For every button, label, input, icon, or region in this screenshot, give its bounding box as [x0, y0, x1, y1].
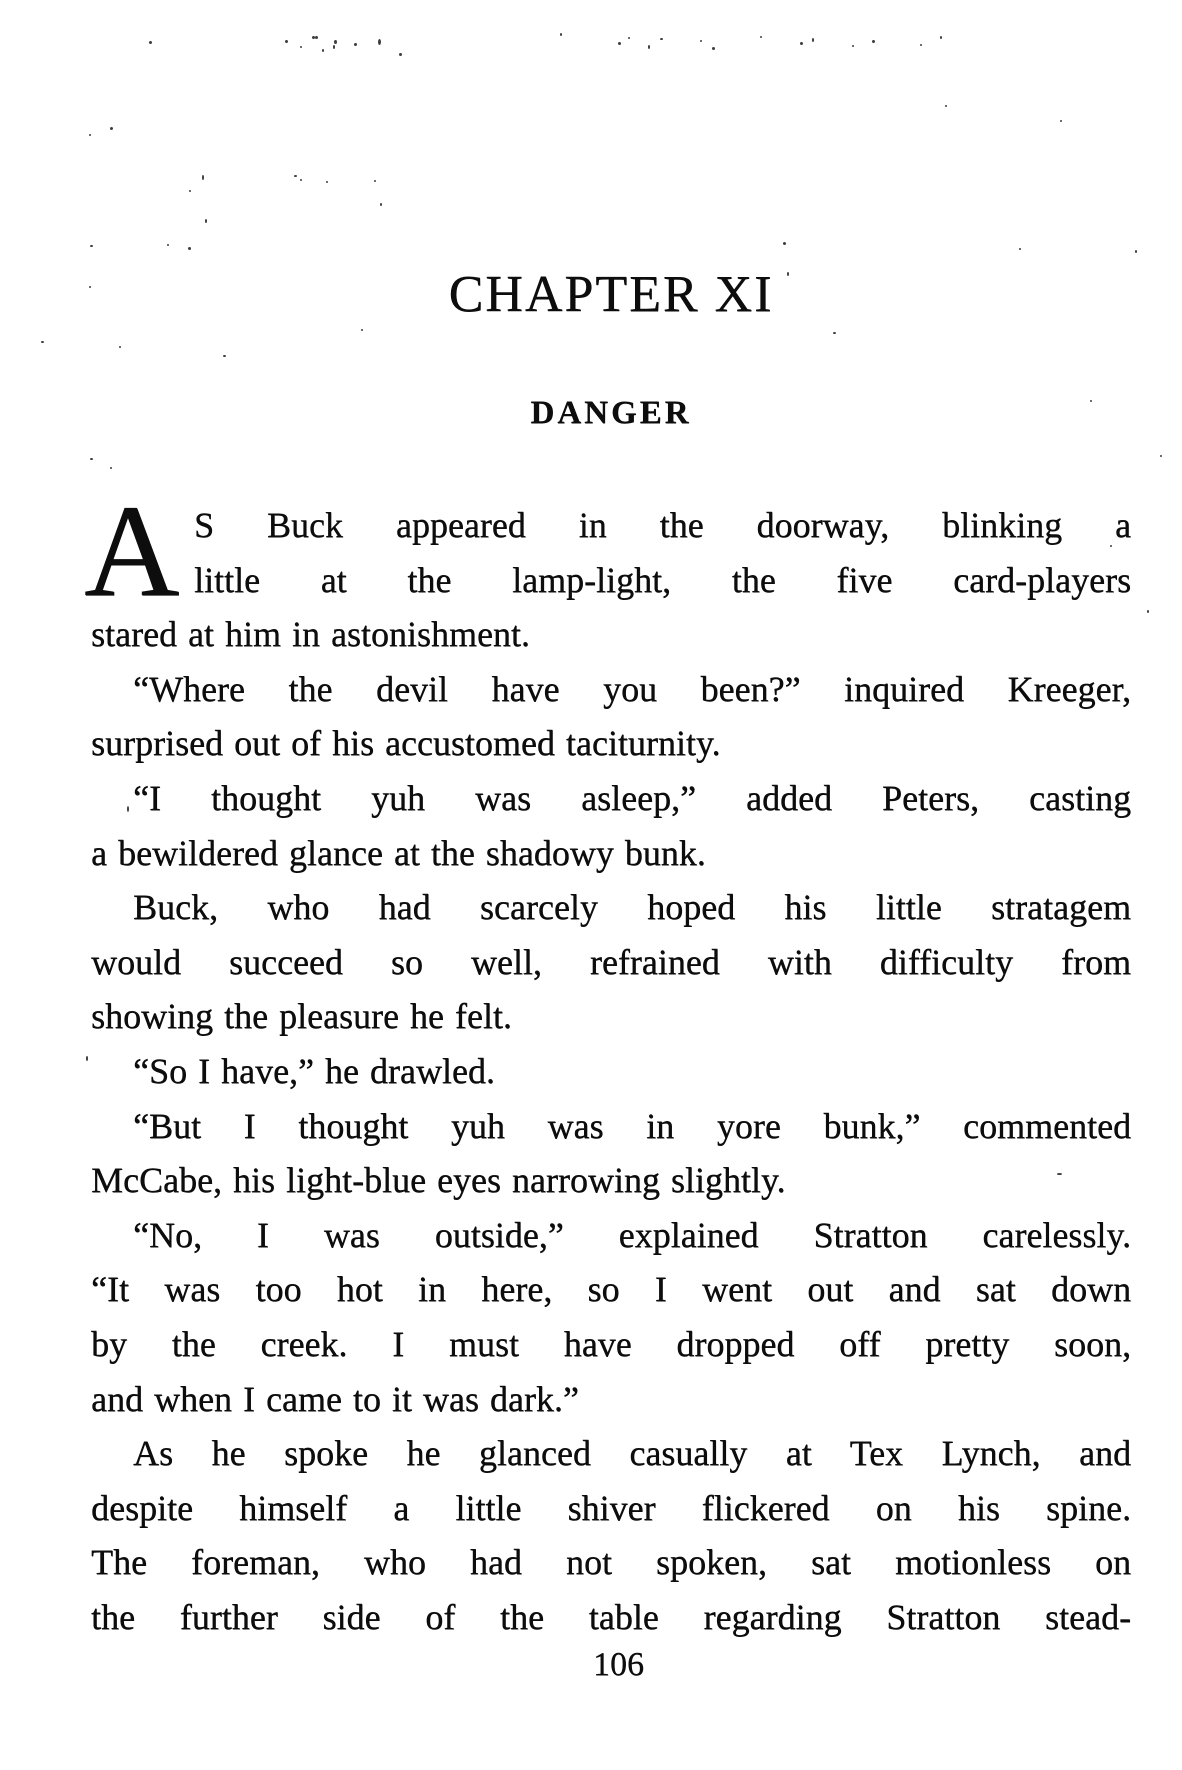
scan-speck	[920, 44, 922, 46]
scan-speck	[333, 45, 335, 49]
scan-speck	[700, 40, 702, 42]
scan-speck	[618, 42, 621, 45]
text-line: stared at him in astonishment.	[91, 614, 530, 655]
scan-speck	[783, 242, 786, 245]
text-line: despite himself a little shiver flickered on his spine.	[91, 1487, 1131, 1528]
scan-speck	[294, 175, 297, 177]
scan-speck	[1090, 400, 1092, 402]
scan-speck	[127, 806, 129, 812]
scan-speck	[285, 40, 288, 43]
text-line: “So I have,” he drawled.	[133, 1050, 495, 1091]
scan-speck	[202, 175, 204, 180]
scan-speck	[872, 40, 875, 43]
page-number: 106	[593, 1646, 644, 1683]
scan-speck	[41, 341, 44, 343]
scan-speck	[800, 42, 803, 45]
scan-speck	[560, 33, 562, 36]
text-line: a bewildered glance at the shadowy bunk.	[91, 832, 706, 873]
scan-speck	[1110, 545, 1112, 547]
scan-speck	[167, 244, 169, 246]
scan-speck	[223, 355, 226, 357]
text-line: The foreman, who had not spoken, sat motionless on	[91, 1542, 1131, 1583]
scan-speck	[1060, 120, 1062, 122]
text-line: “I thought yuh was asleep,” added Peters, casting	[133, 777, 1131, 818]
scan-speck	[361, 329, 363, 331]
scan-speck	[90, 458, 93, 460]
text-line: Buck, who had scarcely hoped his little stratagem	[133, 887, 1131, 928]
scan-speck	[86, 1056, 88, 1061]
text-line: would succeed so well, refrained with difficulty from	[91, 941, 1131, 982]
drop-cap-letter: A	[84, 477, 180, 624]
scan-speck	[89, 134, 91, 136]
scan-speck	[1057, 1173, 1062, 1175]
scan-speck	[374, 180, 376, 182]
scan-speck	[322, 49, 324, 52]
scan-speck	[660, 38, 663, 40]
text-line: “No, I was outside,” explained Stratton carelessly.	[133, 1214, 1131, 1255]
scan-speck	[852, 45, 854, 47]
text-line: the further side of the table regarding Stratton stead-	[91, 1596, 1131, 1637]
text-line: S Buck appeared in the doorway, blinking a	[194, 505, 1131, 545]
text-line: showing the pleasure he felt.	[91, 996, 512, 1037]
body-text	[91, 498, 1131, 1644]
text-line: “But I thought yuh was in yore bunk,” commented	[133, 1105, 1131, 1146]
scan-speck	[189, 190, 191, 192]
scan-speck	[648, 45, 650, 49]
scan-speck	[833, 332, 836, 334]
text-line: “Where the devil have you been?” inquired Kreeger,	[133, 668, 1131, 709]
scan-speck	[188, 247, 191, 250]
text-line: McCabe, his light-blue eyes narrowing slightly.	[91, 1160, 786, 1201]
scan-speck	[1160, 455, 1162, 457]
scan-speck	[110, 127, 113, 130]
scan-speck	[90, 245, 93, 247]
scan-speck	[334, 40, 337, 44]
chapter-subtitle: DANGER	[530, 395, 692, 431]
scan-speck	[149, 41, 152, 44]
scan-speck	[628, 37, 630, 39]
scan-speck	[326, 181, 328, 183]
text-line: As he spoke he glanced casually at Tex Lynch, and	[133, 1433, 1131, 1474]
text-line: by the creek. I must have dropped off pretty soon,	[91, 1323, 1131, 1364]
scan-speck	[378, 39, 381, 45]
scan-speck	[399, 53, 402, 56]
text-line: surprised out of his accustomed taciturnity.	[91, 723, 721, 764]
scan-speck	[787, 272, 789, 276]
scan-speck	[300, 179, 302, 181]
scan-speck	[205, 219, 207, 223]
scan-speck	[760, 36, 762, 38]
chapter-heading: CHAPTER XI	[448, 266, 774, 323]
text-line: and when I came to it was dark.”	[91, 1378, 579, 1419]
scan-speck	[1135, 250, 1137, 253]
scan-speck	[945, 105, 947, 107]
scan-speck	[119, 346, 121, 348]
scan-speck	[354, 43, 357, 46]
text-line: “It was too hot in here, so I went out and sat down	[91, 1269, 1131, 1310]
scan-speck	[315, 36, 318, 39]
scan-speck	[712, 47, 715, 50]
scan-speck	[110, 467, 112, 469]
scan-speck	[89, 286, 91, 288]
scan-speck	[1147, 610, 1149, 613]
scan-speck	[812, 38, 814, 42]
scan-speck	[940, 36, 942, 39]
scan-speck	[300, 46, 302, 48]
text-line: little at the lamp-light, the five card-players	[194, 559, 1131, 600]
scan-speck	[380, 203, 382, 206]
scan-speck	[1019, 248, 1021, 250]
